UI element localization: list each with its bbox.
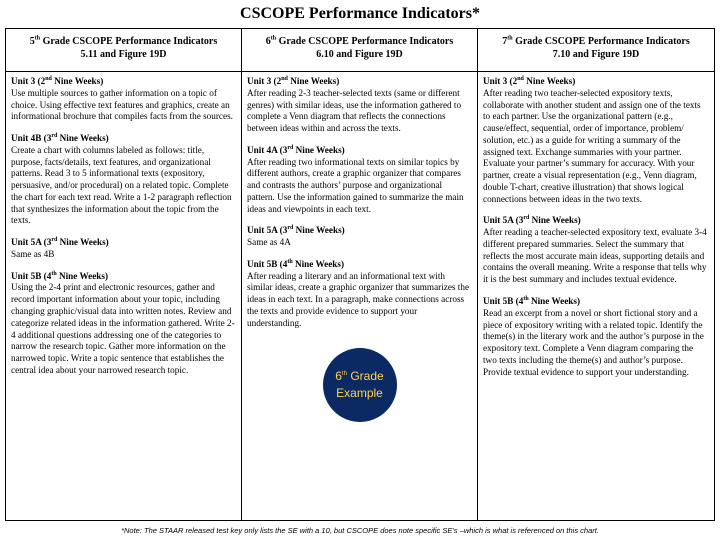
unit-heading: Unit 4B (3rd Nine Weeks) [11,133,109,144]
unit-block [11,237,236,261]
unit-block [247,76,472,135]
unit-block [247,225,472,249]
unit-text: After reading two informational texts on similar topics by different authors, create a graphic organizer that compares and contrasts the authors’ purpose and organizational pattern. Use the information gained to summarize the main ideas and viewpoints in each text. [247,156,464,214]
header-grade: 7 [502,36,508,47]
header-line1: Grade CSCOPE Performance Indicators [276,36,454,47]
unit-block [483,76,709,205]
unit-block [247,259,472,330]
unit-heading: Unit 3 (2nd Nine Weeks) [11,75,104,86]
unit-block [483,215,709,286]
header-line2: 5.11 and Figure 19D [80,49,167,60]
unit-text: After reading 2-3 teacher-selected texts (same or different genres) with similar ideas, use the information gathered to complete a Venn diagram that reflects the connections between ideas within and across the texts. [247,87,462,134]
unit-text: After reading a literary and an informational text with similar ideas, create a graphic organizer that summarizes the ideas in each text. In a paragraph, make connections across the texts and provide evidence to support your understanding. [247,270,470,328]
grade-5-column [6,72,242,521]
header-line1: Grade CSCOPE Performance Indicators [512,36,690,47]
header-ordinal: th [507,35,513,42]
unit-heading: Unit 3 (2nd Nine Weeks) [483,75,576,86]
unit-heading: Unit 5A (3rd Nine Weeks) [247,225,345,236]
unit-text: Same as 4A [247,237,291,248]
unit-text: Read an excerpt from a novel or short fictional story and a piece of expository writing with a related topic. Identify the theme(s) in the literary work and the author’s purpose in the expository text. Complete a Venn diagram comparing the two texts including the theme(s) and author’s purpose. Provide textual evidence to support your understanding. [483,307,704,377]
unit-text: After reading a teacher-selected expository text, evaluate 3-4 different prepared summaries. Select the summary that reflects the most accurate main ideas, supporting details and contains the overall meaning. Write a response that tells why it is the best summary and includes textual evidence. [483,227,707,285]
grade-5-header [6,29,242,72]
grade-7-header [478,29,715,72]
unit-heading: Unit 5A (3rd Nine Weeks) [483,215,581,226]
footnote: *Note: The STAAR released test key only lists the SE with a 10, but CSCOPE does note specific SE’s –which is what is referenced on this chart. [121,526,599,535]
performance-indicator-table [5,28,715,521]
header-ordinal: th [34,35,41,42]
header-grade: 6 [265,36,271,47]
unit-block [11,76,236,123]
unit-text: Create a chart with columns labeled as follows: title, purpose, facts/details, text features, and organizational patterns. Read 3 to 5 informational texts (expository, persuasive, and/or procedural) on a related topic. Complete the chart for each text read. Write a 1-2 paragraph reflection that synthesizes the information about the topic from the texts. [11,144,232,226]
unit-block [247,145,472,216]
unit-heading: Unit 5A (3rd Nine Weeks) [11,237,109,248]
unit-heading: Unit 5B (4th Nine Weeks) [11,270,109,281]
unit-text: After reading two teacher-selected expository texts, collaborate with another student and assign one of the texts to each partner. Use the organizational pattern (e.g., cause/effect, sequential, order of importance, problem/ solution, etc.) as a guide for writing a summary of the assigned text. Exchange summaries with your partner. Evaluate your partner’s summary for accuracy. With your partner, create a visual representation (e.g., Venn diagram, double T-chart, creative illustration) that shows logical connections between ideas in the two texts. [483,87,701,204]
grade-example-badge: 6th Grade Example [323,348,397,422]
page-title: CSCOPE Performance Indicators* [240,5,480,22]
grade-6-header [242,29,478,72]
unit-heading: Unit 5B (4th Nine Weeks) [247,258,345,269]
header-grade: 5 [29,36,35,47]
unit-text: Same as 4B [11,248,55,259]
unit-block [483,296,709,378]
header-line2: 6.10 and Figure 19D [316,49,403,60]
unit-heading: Unit 4A (3rd Nine Weeks) [247,144,345,155]
unit-text: Using the 2-4 print and electronic resources, gather and record important information about your topic, including changing graphic/visual data into written notes. Review and categorize related ideas in the information gathered. Write 2-4 additional questions addressing one of the categories to narrow the research topic. Gather more information on the narrowed topic. Write a topic sentence that establishes the central idea about your narrowed research topic. [11,282,235,375]
header-ordinal: th [270,35,277,42]
unit-heading: Unit 5B (4th Nine Weeks) [483,295,581,307]
unit-text: Use multiple sources to gather information on a topic of choice. Using effective text features and graphics, create an informational brochure that compiles facts from the sources. [11,87,233,122]
header-line1: Grade CSCOPE Performance Indicators [40,36,218,47]
grade-7-column [478,72,715,521]
header-row [6,29,715,72]
body-row [6,72,715,521]
header-line2: 7.10 and Figure 19D [552,49,640,60]
unit-block [11,271,236,377]
unit-block [11,133,236,227]
grade-6-column [242,72,478,521]
unit-heading: Unit 3 (2nd Nine Weeks) [247,75,340,86]
